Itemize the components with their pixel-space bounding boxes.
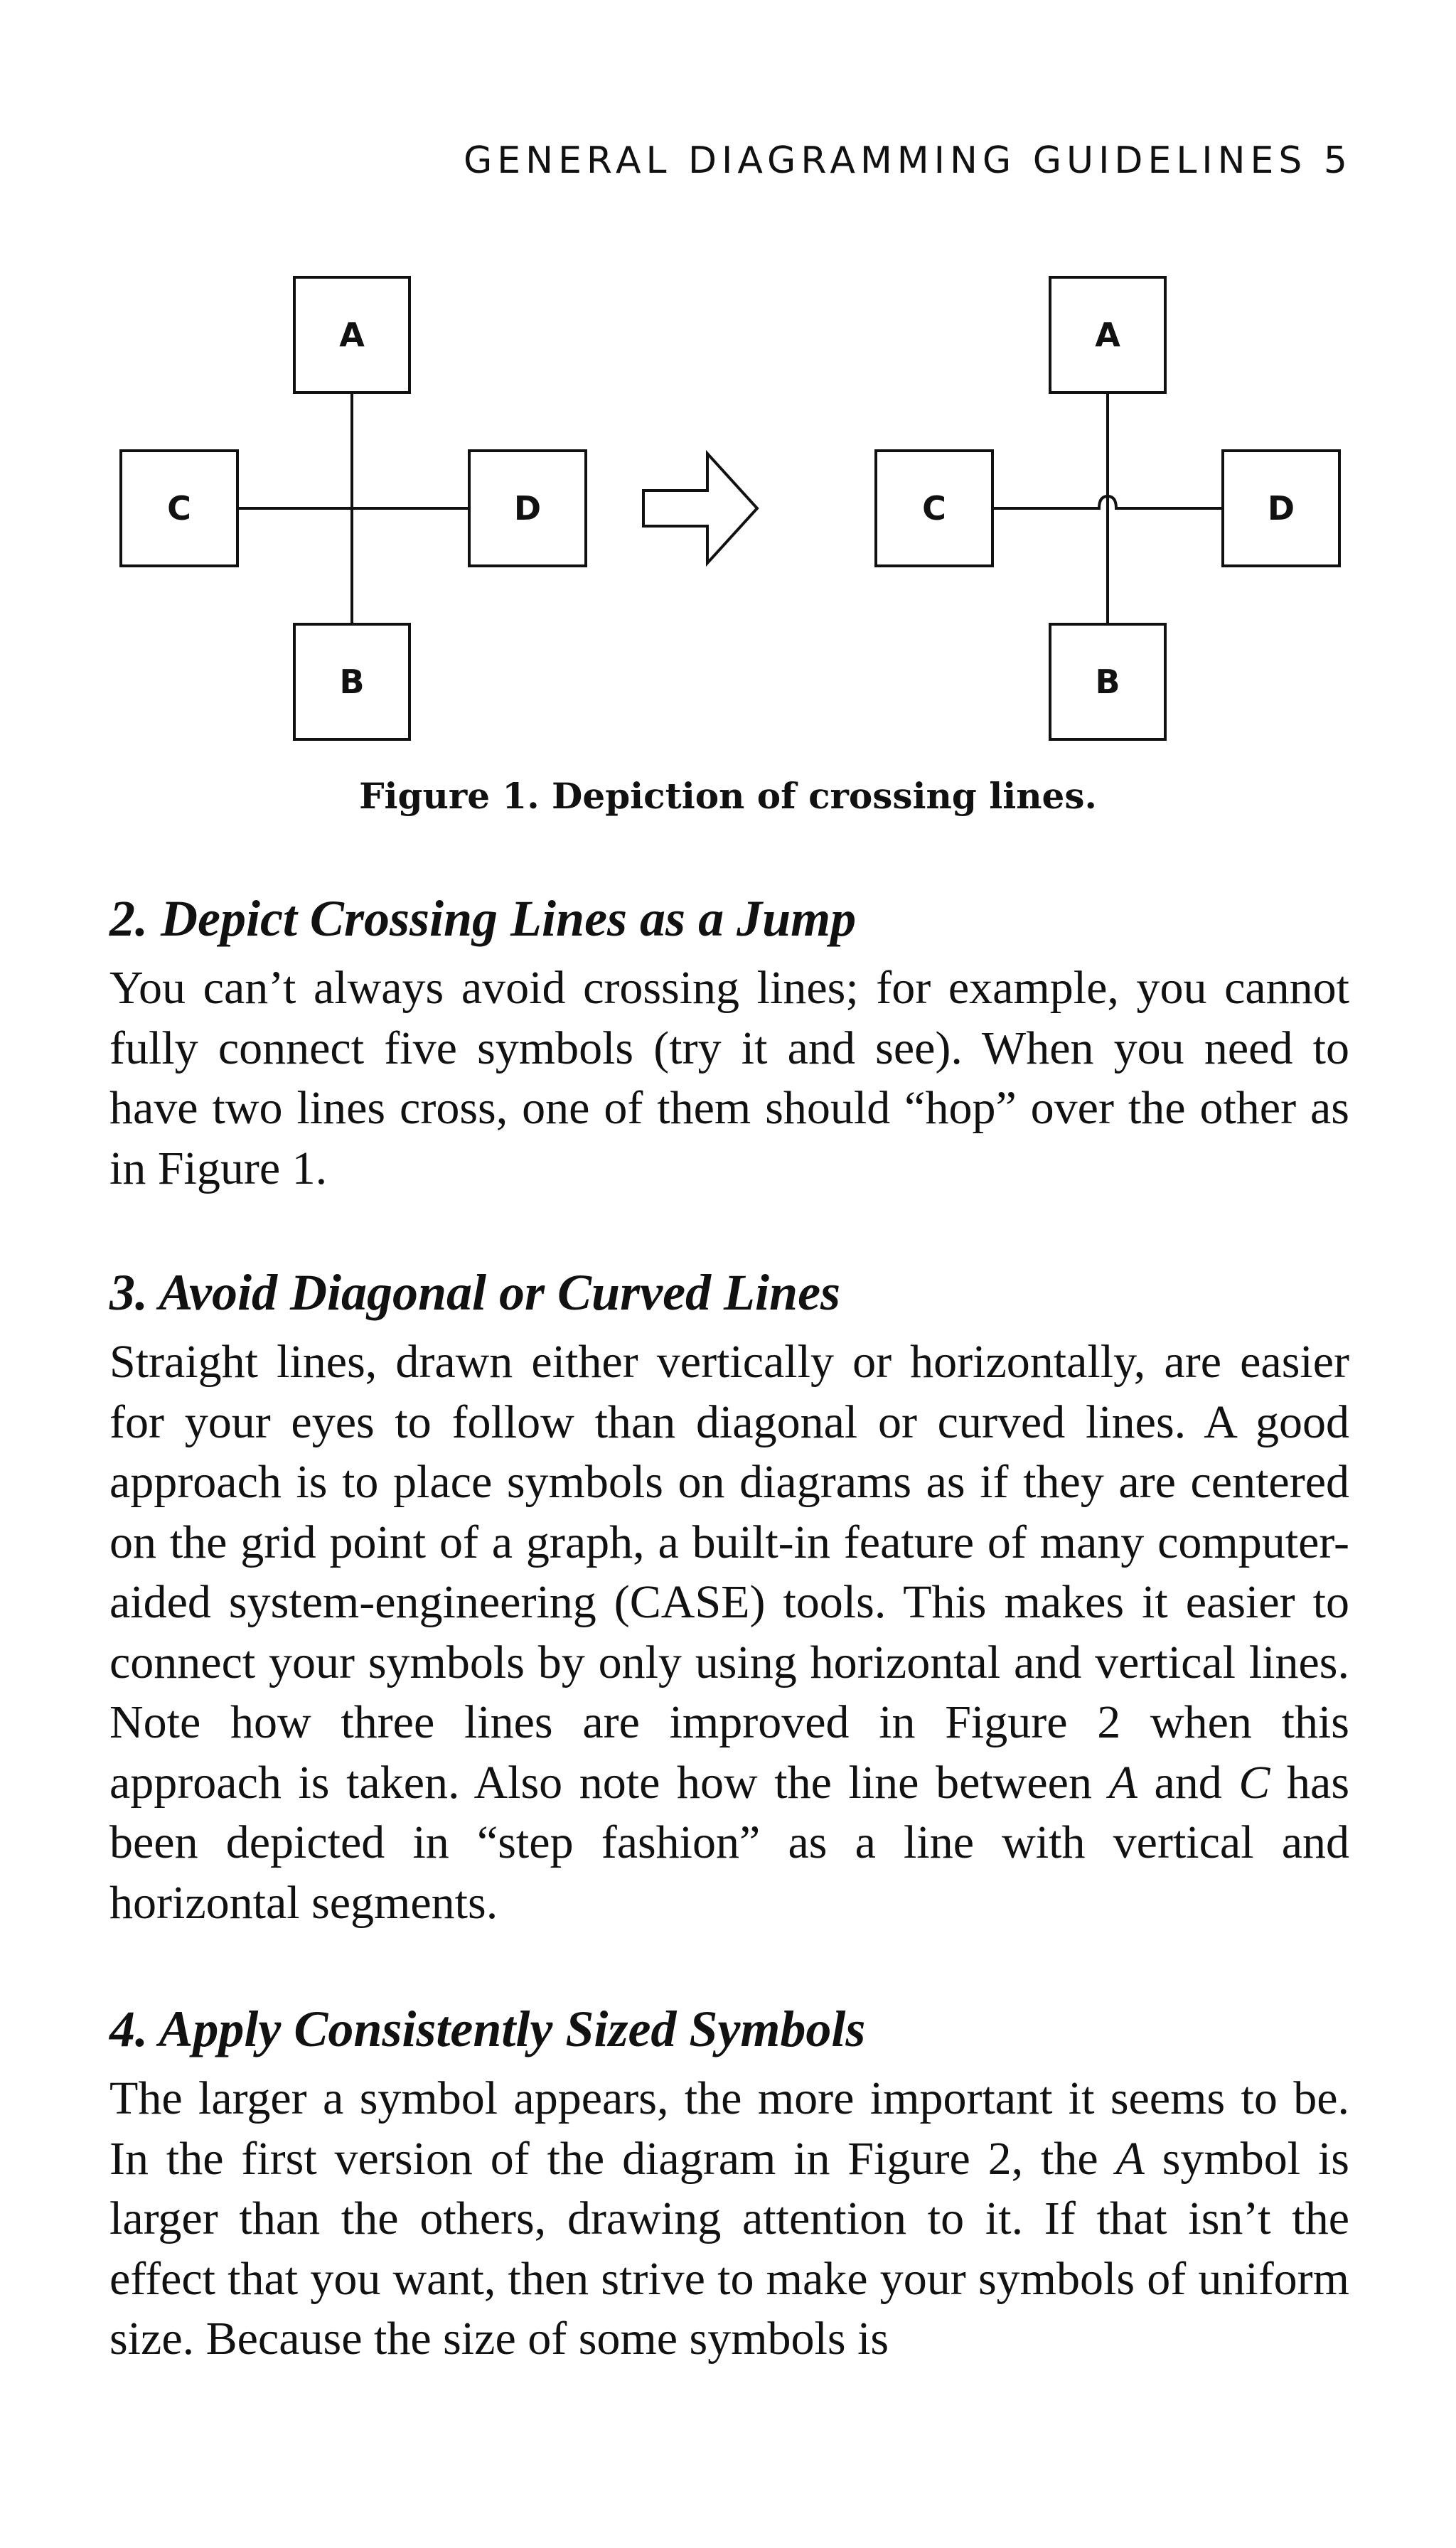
body-text: Straight lines, drawn either vertically or horizontally, are easier for your eyes to follow than diagonal or curved lines. A good approach is to place symbols on diagrams as if they are centered on the grid point of a graph, a built-in feature of many computer-aided system-engineering (CASE) tools. This makes it easier to connect your symbols by only using horizontal and vertical lines. Note how three lines are improved in Figure 2 when this approach is taken. Also note how the line between	[109, 1336, 1349, 1809]
running-head: GENERAL DIAGRAMMING GUIDELINES 5	[464, 139, 1352, 182]
crossing-lines-diagram	[107, 263, 1351, 761]
right-label-c: C	[922, 489, 946, 528]
section-3	[109, 1263, 1349, 1933]
section-body	[109, 1332, 1349, 1933]
symbol-ref-a: A	[1108, 1756, 1138, 1809]
left-label-a: A	[339, 316, 365, 354]
section-2	[109, 889, 1349, 1199]
right-label-a: A	[1095, 316, 1120, 354]
body-text: has been depicted in “step fashion” as a line with vertical and horizontal segments.	[109, 1756, 1350, 1929]
section-body: You can’t always avoid crossing lines; for example, you cannot fully connect five symbols (try it and see). When you need to have two lines cross, one of them should “hop” over the other as in Figure 1.	[109, 962, 1349, 1194]
section-body	[109, 2069, 1349, 2370]
body-text: symbol is larger than the others, drawing attention to it. If that isn’t the effect that you want, then strive to make your symbols of uniform size. Because the size of some symbols is	[109, 2132, 1349, 2365]
figure-1	[107, 263, 1351, 761]
symbol-ref-c: C	[1238, 1756, 1270, 1809]
body-text: and	[1137, 1756, 1239, 1809]
section-4	[109, 1999, 1349, 2370]
section-heading: 3. Avoid Diagonal or Curved Lines	[109, 1264, 841, 1321]
left-label-b: B	[339, 663, 365, 701]
transform-arrow-icon	[643, 454, 757, 563]
left-label-c: C	[167, 489, 191, 528]
section-heading: 2. Depict Crossing Lines as a Jump	[109, 890, 857, 947]
body-text: The larger a symbol appears, the more important it seems to be. In the first version of the diagram in Figure 2, the	[109, 2072, 1349, 2185]
section-heading: 4. Apply Consistently Sized Symbols	[109, 2001, 866, 2057]
left-label-d: D	[513, 489, 542, 528]
right-label-b: B	[1095, 663, 1120, 701]
right-label-d: D	[1267, 489, 1295, 528]
figure-caption: Figure 1. Depiction of crossing lines.	[359, 775, 1097, 817]
symbol-ref-a: A	[1115, 2132, 1145, 2185]
